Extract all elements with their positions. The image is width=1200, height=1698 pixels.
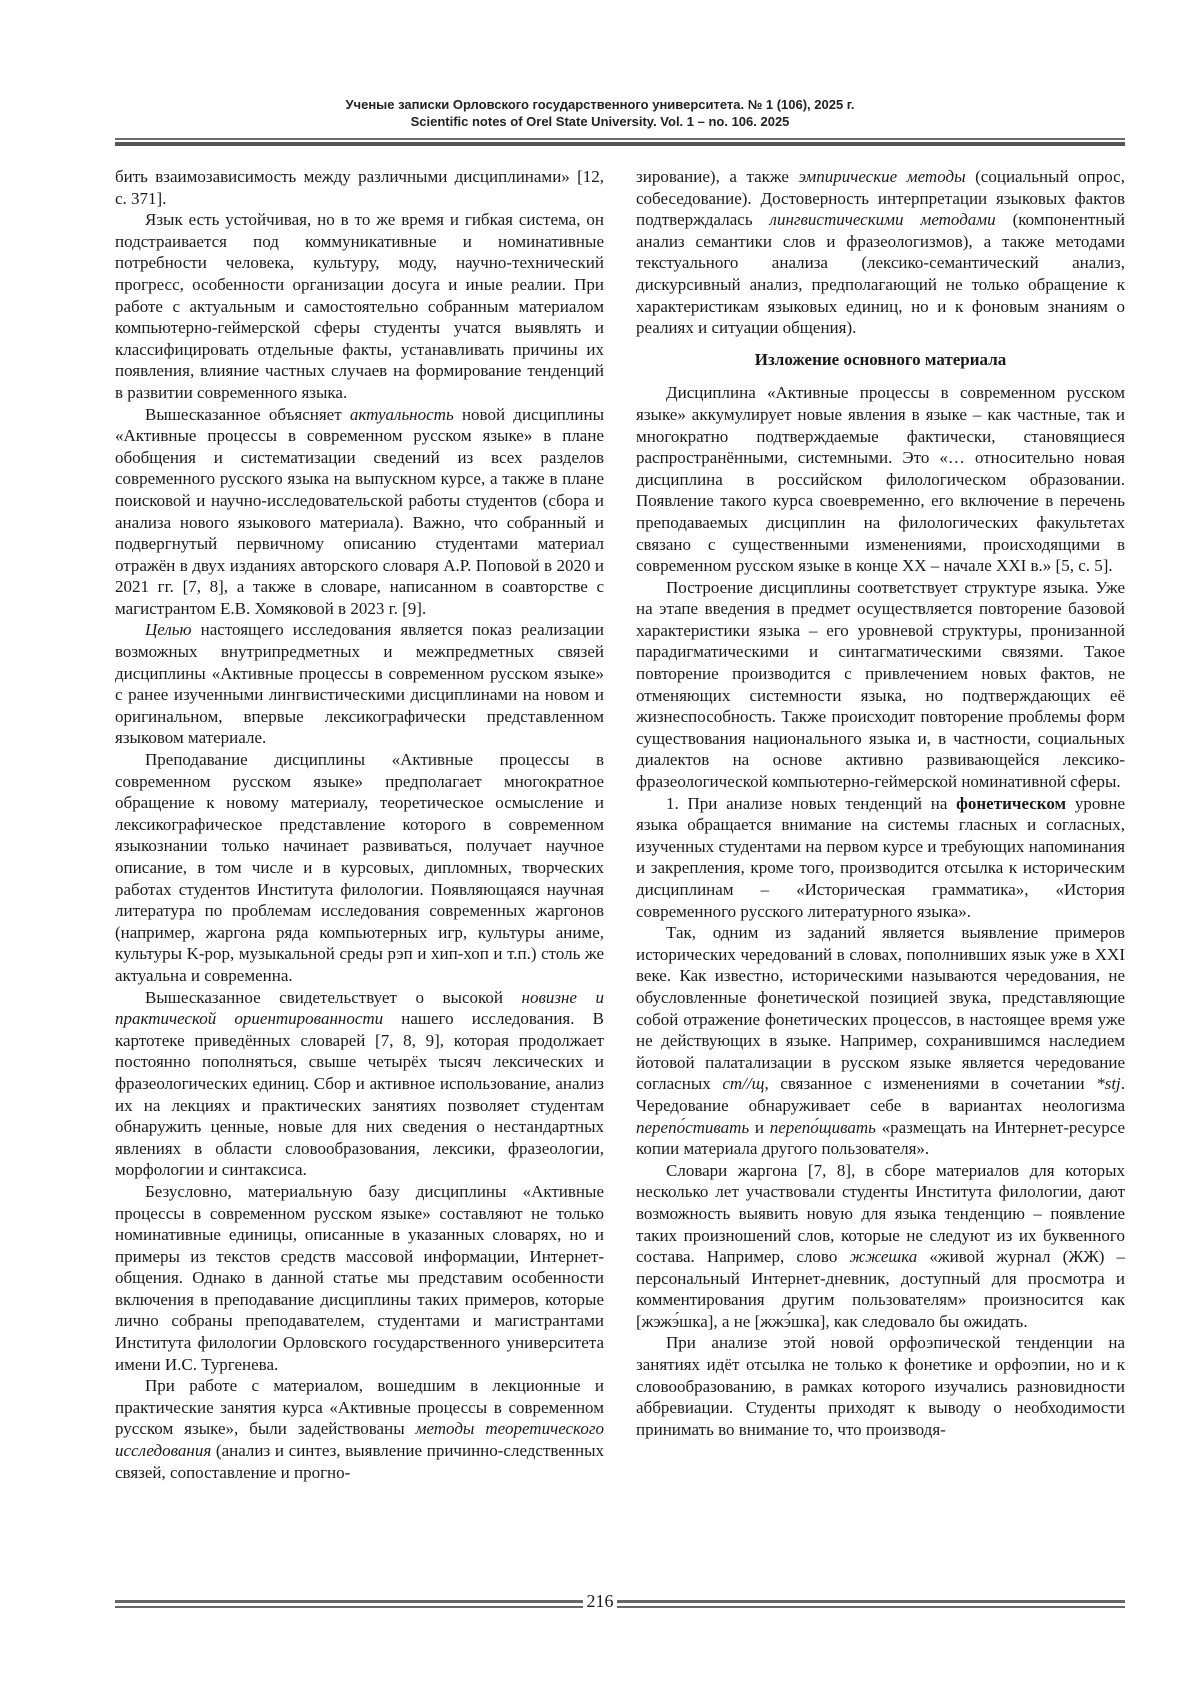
paragraph: Так, одним из заданий является выявление примеров исторических чередований в словах, пополнивших язык уже в XXI веке. Как известно, историческими называются чередования, не обусловленные фонетической позицией звука, представляющие собой отражение фонетических процессов, в настоящее время уже не действующих в языке. Например, сохранившимся наследием йотовой палатализации в русском языке является чередование согласных ст//щ, связанное с изменениями в сочетании *stj. Чередование обнаруживает себе в вариантах неологизма перепо́стивать и перепо́щивать «размещать на Интернет-ресурсе копии материала другого пользователя».	[636, 923, 1126, 1159]
paragraph: Безусловно, материальную базу дисциплины «Активные процессы в современном русском языке» составляют не только номинативные единицы, описанные в указанных словарях, но и примеры из текстов средств массовой информации, Интернет-общения. Однако в данной статье мы представим особенности включения в преподавание дисциплины таких примеров, которые лично собраны преподавателем, студентами и магистрантами Института филологии Орловского государственного университета имени И.С. Тургенева.	[115, 1181, 604, 1374]
term-italic: жжешка	[849, 1247, 918, 1267]
numbered-paragraph: 1. При анализе новых тенденций на фонетическом уровне языка обращается внимание на системы гласных и согласных, изученных студентами на первом курсе и требующих напоминания и закрепления, кроме того, производится отсылка к историческим дисциплинам – «Историческая грамматика», «История современного русского литературного языка».	[636, 793, 1126, 921]
paragraph: бить взаимозависимость между различными дисциплинами» [12, с. 371].	[115, 167, 604, 208]
footer-rule-left	[115, 1600, 583, 1603]
section-heading: Изложение основного материала	[754, 349, 1007, 369]
term-italic: эмпирические методы	[798, 167, 966, 186]
journal-title-en: Scientific notes of Orel State University. Vol. 1 – no. 106. 2025	[410, 114, 790, 129]
paragraph: Построение дисциплины соответствует структуре языка. Уже на этапе введения в предмет осуществляется повторение базовой характеристики языка – его уровневой структуры, пронизанной парадигматическими и синтагматическими связями. Такое повторение производится с привлечением новых фактов, не отменяющих системности языка, но подтверждающих её жизнеспособность. Также происходит повторение проблемы форм существования национального языка и, в частности, социальных диалектов на основе активно развивающейся лексико-фразеологической компьютерно-геймерской номинативной сферы.	[636, 577, 1125, 792]
term-italic: перепо́стивать	[636, 1117, 750, 1137]
paragraph: Преподавание дисциплины «Активные процессы в современном русском языке» предполагает многократное обращение к новому материалу, теоретическое осмысление и лексикографическое представление которого в современном языкознании только начинает развиваться, получает научное описание, в том числе и в курсовых, дипломных, творческих работах студентов Института филологии. Появляющаяся научная литература по проблемам исследования современных жаргонов (например, жаргона ряда компьютерных игр, культуры аниме, культуры K-pop, музыкальной среды рэп и хип-хоп и т.п.) столь же актуальна и современна.	[115, 750, 604, 985]
term-italic: перепо́щивать	[769, 1117, 876, 1137]
journal-title-ru: Ученые записки Орловского государственного университета. № 1 (106), 2025 г.	[345, 97, 855, 112]
footer-rule-right	[617, 1600, 1125, 1603]
term-italic: новизне и практической ориентированности	[115, 987, 604, 1029]
left-column	[115, 166, 604, 1483]
term-italic: методы теоретического исследования	[115, 1419, 604, 1461]
paragraph: Дисциплина «Активные процессы в современном русском языке» аккумулирует новые явления в языке – как частные, так и многократно подтверждаемые фактически, становящиеся распространёнными, системными. Это «… относительно новая дисциплина в российском филологическом образовании. Появление такого курса своевременно, его включение в перечень преподаваемых дисциплин на филологических факультетах связано с существенными изменениями, происходящими в современном русском языке в конце XX – начале XXI в.» [5, с. 5].	[636, 383, 1125, 576]
journal-header	[0, 96, 1200, 130]
right-column	[636, 166, 1125, 1440]
header-rule-thin	[115, 138, 1125, 140]
term-italic: ст//щ	[722, 1074, 765, 1094]
paragraph: Целью настоящего исследования является показ реализации возможных внутрипредметных и межпредметных связей дисциплины «Активные процессы в современном русском языке» с ранее изученными лингвистическими дисциплинами на новом и оригинальном, впервые лексикографически представленном языковом материале.	[115, 620, 604, 748]
term-italic: Целью	[145, 620, 192, 640]
paragraph: Вышесказанное объясняет актуальность новой дисциплины «Активные процессы в современном русском языке» в плане обобщения и систематизации сведений из всех разделов современного русского языка на выпускном курсе, а также в плане поисковой и научно-исследовательской работы студентов (сбора и анализа нового языкового материала). Важно, что собранный и подвергнутый первичному описанию студентами материал отражён в двух изданиях авторского словаря А.Р. Поповой в 2020 и 2021 гг. [7, 8], а также в словаре, написанном в соавторстве с магистрантом Е.В. Хомяковой в 2023 г. [9].	[115, 404, 604, 618]
header-rule-thick	[115, 142, 1125, 146]
paragraph: зирование), а также эмпирические методы (социальный опрос, собеседование). Достоверность интерпретации языковых фактов подтверждалась лингвистическими методами (компонентный анализ семантики слов и фразеологизмов), а также методами текстуального анализа (лексико-семантический анализ, дискурсивный анализ, предполагающий не только обращение к характеристикам языковых единиц, но и к фоновым знаниям о реалиях и ситуации общения).	[636, 167, 1125, 338]
paragraph: Вышесказанное свидетельствует о высокой новизне и практической ориентированности нашего исследования. В картотеке приведённых словарей [7, 8, 9], которая продолжает постоянно пополняться, свыше четырёх тысяч лексических и фразеологических единиц. Сбор и активное использование, анализ их на лекциях и практических занятиях позволяет студентам обнаружить ценные, новые для них сведения о нестандартных явлениях в области словообразования, лексики, фразеологии, морфологии и синтаксиса.	[115, 987, 604, 1180]
paragraph: Словари жаргона [7, 8], в сборе материалов для которых несколько лет участвовали студенты Института филологии, дают возможность выявить новую для языка тенденцию – появление таких произношений слов, которые не следуют из их буквенного состава. Например, слово жжешка «живой журнал (ЖЖ) – персональный Интернет-дневник, доступный для просмотра и комментирования другим пользователям» произносится как [жэжэ́шка], а не [жжэ́шка], как следовало бы ожидать.	[636, 1160, 1125, 1331]
term-italic: *stj	[1096, 1074, 1121, 1094]
page-number: 216	[586, 1591, 614, 1611]
footer-rule-right-thin	[617, 1606, 1125, 1608]
paragraph: При работе с материалом, вошедшим в лекционные и практические занятия курса «Активные процессы в современном русском языке», были задействованы методы теоретического исследования (анализ и синтез, выявление причинно-следственных связей, сопоставление и прогно-	[115, 1376, 604, 1482]
term-bold: фонетическом	[956, 793, 1067, 813]
paragraph: Язык есть устойчивая, но в то же время и гибкая система, он подстраивается под коммуникативные и номинативные потребности человека, культуру, моду, научно-технический прогресс, особенности организации досуга и иные реалии. При работе с актуальным и самостоятельно собранным материалом компьютерно-геймерской сферы студенты учатся выявлять и классифицировать отдельные факты, устанавливать причины их появления, влияние частных случаев на формирование тенденций в развитии современного языка.	[115, 210, 604, 402]
term-italic: лингвистическими методами	[769, 210, 996, 230]
term-italic: актуальность	[349, 404, 454, 424]
paragraph: При анализе этой новой орфоэпической тенденции на занятиях идёт отсылка не только к фонетике и орфоэпии, но и к словообразованию, в рамках которого изучались разновидности аббревиации. Студенты приходят к выводу о необходимости принимать во внимание то, что производя-	[636, 1333, 1125, 1439]
footer-rule-left-thin	[115, 1606, 583, 1608]
